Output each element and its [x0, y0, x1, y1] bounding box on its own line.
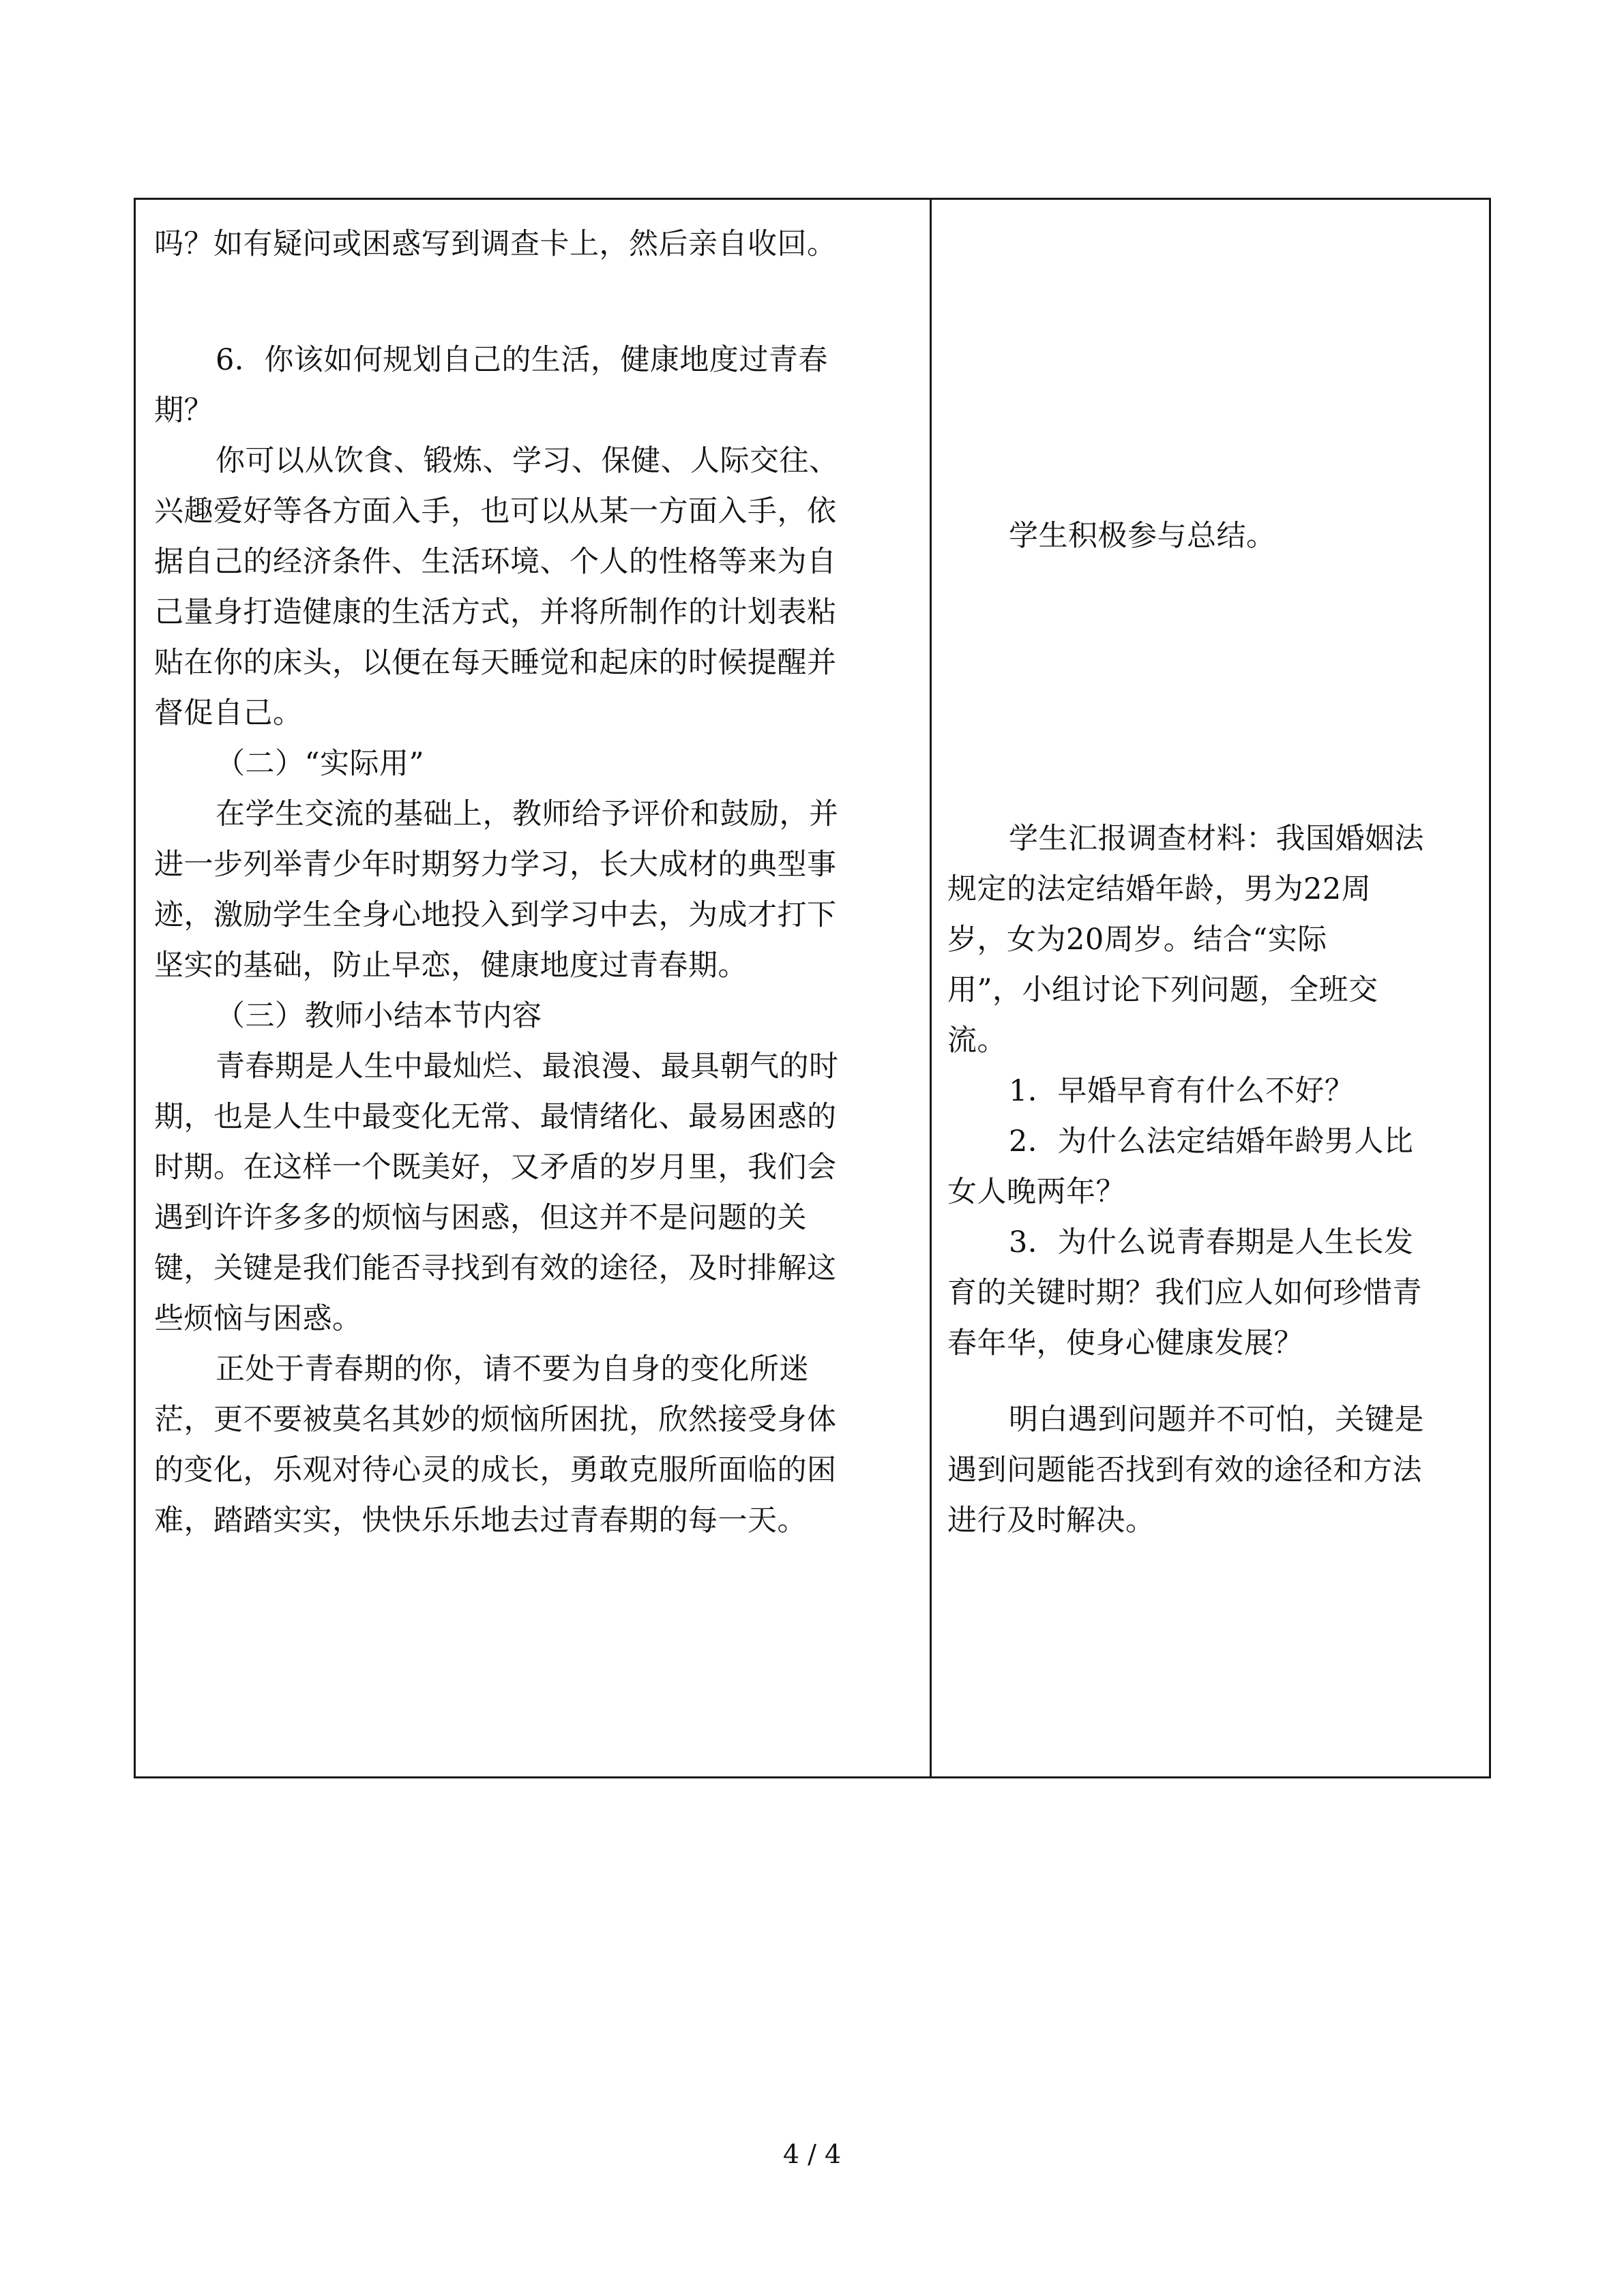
conclusion-line: 进行及时解决。 — [947, 1504, 1155, 1538]
plan-line: 兴趣爱好等各方面入手，也可以从某一方面入手，依 — [154, 494, 837, 528]
conclusion-line: 遇到问题能否找到有效的途径和方法 — [947, 1453, 1422, 1487]
lesson-table — [134, 198, 1491, 1778]
report-line: 岁，女为20周岁。结合“实际 — [947, 923, 1327, 957]
section-2-line: 在学生交流的基础上，教师给予评价和鼓励，并 — [216, 797, 839, 831]
question-6-line: 期？ — [154, 393, 213, 428]
question-6-line: 6．你该如何规划自己的生活，健康地度过青春 — [216, 343, 828, 377]
report-line: 学生汇报调查材料：我国婚姻法 — [1009, 822, 1424, 856]
page-number: 4 / 4 — [782, 2139, 842, 2169]
summary-line: 青春期是人生中最灿烂、最浪漫、最具朝气的时 — [216, 1049, 839, 1084]
question-3-line: 3．为什么说青春期是人生长发 — [1009, 1225, 1414, 1259]
section-2-line: 坚实的基础，防止早恋，健康地度过青春期。 — [154, 949, 748, 983]
summary-note: 学生积极参与总结。 — [1009, 519, 1276, 553]
summary-line: 期，也是人生中最变化无常、最情绪化、最易困惑的 — [154, 1100, 837, 1134]
summary-line: 遇到许许多多的烦恼与困惑，但这并不是问题的关 — [154, 1201, 807, 1235]
closing-line: 难，踏踏实实，快快乐乐地去过青春期的每一天。 — [154, 1504, 807, 1538]
plan-line: 据自己的经济条件、生活环境、个人的性格等来为自 — [154, 545, 837, 579]
section-2-line: 进一步列举青少年时期努力学习，长大成材的典型事 — [154, 848, 837, 882]
summary-line: 些烦恼与困惑。 — [154, 1302, 362, 1336]
section-2-line: 迹，激励学生全身心地投入到学习中去，为成才打下 — [154, 898, 837, 932]
plan-line: 你可以从饮食、锻炼、学习、保健、人际交往、 — [216, 444, 839, 478]
summary-line: 时期。在这样一个既美好，又矛盾的岁月里，我们会 — [154, 1150, 837, 1184]
closing-line: 茫，更不要被莫名其妙的烦恼所困扰，欣然接受身体 — [154, 1403, 837, 1437]
question-1: 1．早婚早育有什么不好？ — [1009, 1074, 1355, 1108]
closing-line: 的变化，乐观对待心灵的成长，勇敢克服所面临的困 — [154, 1453, 837, 1487]
summary-line: 键，关键是我们能否寻找到有效的途径，及时排解这 — [154, 1251, 837, 1285]
plan-line: 己量身打造健康的生活方式，并将所制作的计划表粘 — [154, 595, 837, 629]
report-line: 流。 — [947, 1024, 1007, 1058]
question-3-line: 育的关键时期？我们应人如何珍惜青 — [947, 1276, 1422, 1310]
conclusion-line: 明白遇到问题并不可怕，关键是 — [1009, 1403, 1424, 1437]
column-divider — [930, 200, 932, 1776]
report-line: 规定的法定结婚年龄，男为22周 — [947, 872, 1372, 906]
left-text-line: 吗？如有疑问或困惑写到调查卡上，然后亲自收回。 — [154, 227, 837, 261]
section-2-heading: （二）“实际用” — [216, 747, 424, 781]
plan-line: 督促自己。 — [154, 696, 303, 730]
plan-line: 贴在你的床头，以便在每天睡觉和起床的时候提醒并 — [154, 646, 837, 680]
question-2-line: 2．为什么法定结婚年龄男人比 — [1009, 1124, 1414, 1159]
closing-line: 正处于青春期的你，请不要为自身的变化所迷 — [216, 1352, 809, 1386]
question-3-line: 春年华，使身心健康发展？ — [947, 1326, 1303, 1360]
section-3-heading: （三）教师小结本节内容 — [216, 999, 542, 1033]
report-line: 用”，小组讨论下列问题，全班交 — [947, 973, 1378, 1007]
question-2-line: 女人晚两年？ — [947, 1175, 1125, 1209]
